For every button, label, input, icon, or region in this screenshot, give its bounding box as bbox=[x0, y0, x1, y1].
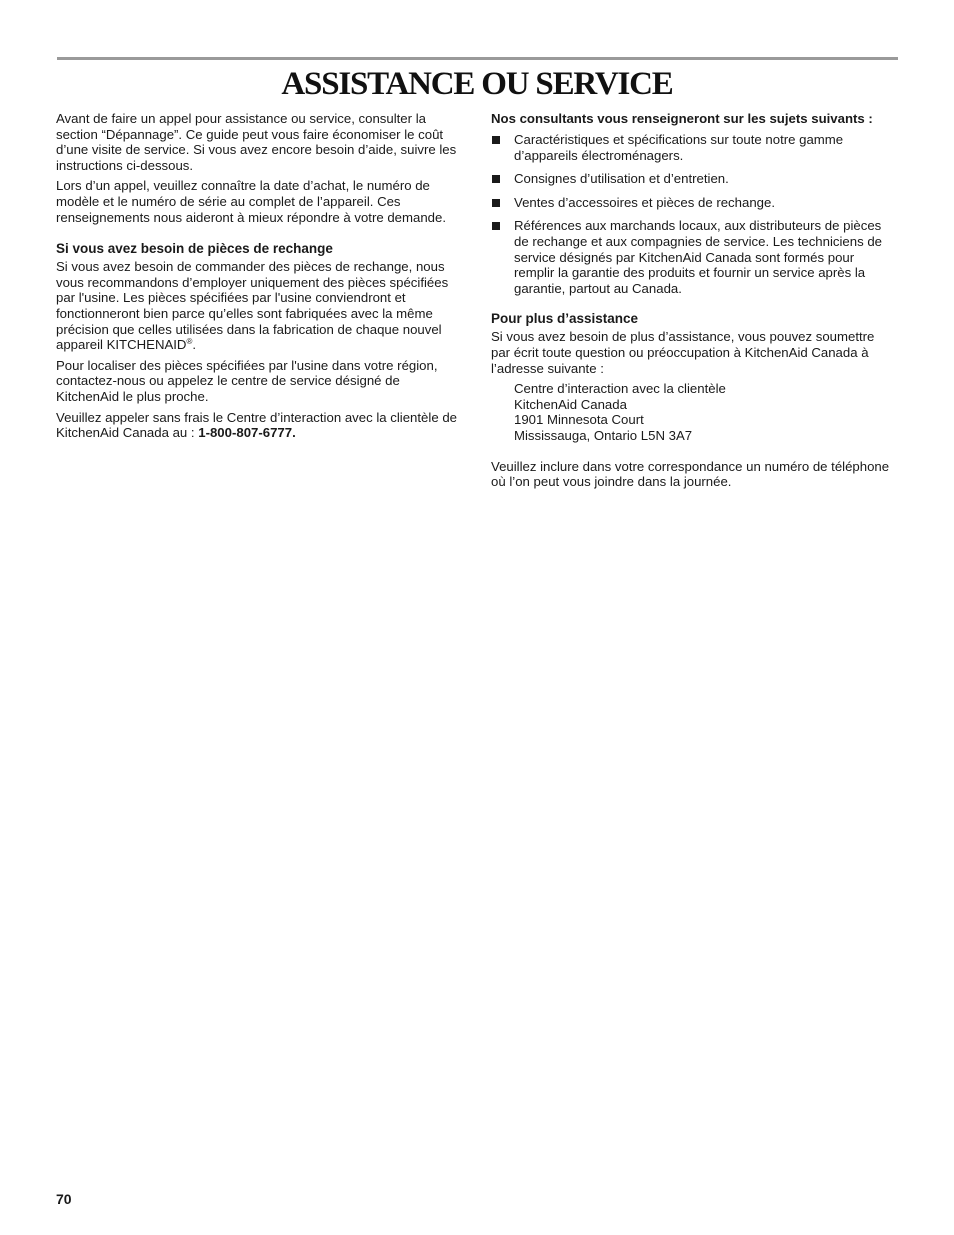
call-text: Veuillez appeler sans frais le Centre d’interaction avec la clientèle de KitchenAid Canada au : bbox=[56, 409, 457, 441]
registered-mark: ® bbox=[186, 337, 193, 347]
list-item bbox=[491, 171, 897, 187]
square-bullet-icon bbox=[492, 136, 500, 144]
square-bullet-icon bbox=[492, 175, 500, 183]
list-item bbox=[491, 132, 897, 163]
page-number: 70 bbox=[56, 1191, 72, 1207]
parts-paragraph-3 bbox=[56, 410, 464, 441]
list-item-text: Références aux marchands locaux, aux distributeurs de pièces de rechange et aux compagnies de service. Les techniciens de service désignés par KitchenAid Canada sont formés pour remplir la garantie des produits et fournir un service après la garantie, partout au Canada. bbox=[514, 218, 883, 296]
square-bullet-icon bbox=[492, 222, 500, 230]
address-line: KitchenAid Canada bbox=[514, 396, 627, 412]
list-item-text: Consignes d’utilisation et d’entretien. bbox=[514, 171, 729, 187]
address-line: Mississauga, Ontario L5N 3A7 bbox=[514, 427, 693, 443]
top-rule bbox=[57, 57, 898, 60]
address-line: Centre d’interaction avec la clientèle bbox=[514, 381, 726, 397]
more-assistance-paragraph: Si vous avez besoin de plus d’assistance, vous pouvez soumettre par écrit toute question ou préoccupation à KitchenAid Canada à l’adresse suivante : bbox=[491, 329, 875, 376]
parts-paragraph-1-text: Si vous avez besoin de commander des pièces de rechange, nous vous recommandons d’employer uniquement des pièces spécifiées par l'usine. Les pièces spécifiées par l'usine conviendront et fonctionneront bien parce qu’elles sont fabriquées avec la même précision que celles utilisées dans la fabrication de chaque nouvel appareil KITCHENAID bbox=[56, 259, 449, 353]
parts-paragraph-1 bbox=[56, 259, 464, 353]
list-item-text: Ventes d’accessoires et pièces de rechange. bbox=[514, 194, 775, 210]
parts-paragraph-2: Pour localiser des pièces spécifiées par l'usine dans votre région, contactez-nous ou appelez le centre de service désigné de KitchenAid le plus proche. bbox=[56, 357, 438, 404]
left-column bbox=[56, 111, 464, 446]
parts-heading: Si vous avez besoin de pièces de rechange bbox=[56, 241, 333, 257]
intro-paragraph-1: Avant de faire un appel pour assistance ou service, consulter la section “Dépannage”. Ce guide peut vous faire économiser le coût d’une visite de service. Si vous avez encore besoin d’aide, suivre les instructions ci-dessous. bbox=[56, 111, 457, 173]
topics-list bbox=[491, 132, 897, 296]
intro-paragraph-2: Lors d’un appel, veuillez connaître la date d’achat, le numéro de modèle et le numéro de série au complet de l’appareil. Ces renseignements nous aideront à mieux répondre à votre demande. bbox=[56, 178, 447, 225]
address-line: 1901 Minnesota Court bbox=[514, 412, 644, 428]
page-title: ASSISTANCE OU SERVICE bbox=[281, 66, 673, 102]
list-item bbox=[491, 218, 897, 296]
list-item-text: Caractéristiques et spécifications sur toute notre gamme d’appareils électroménagers. bbox=[514, 132, 844, 163]
consultants-heading: Nos consultants vous renseigneront sur les sujets suivants : bbox=[491, 111, 873, 126]
right-column bbox=[491, 111, 897, 495]
mailing-address bbox=[514, 381, 897, 443]
list-item bbox=[491, 195, 897, 211]
more-assistance-heading: Pour plus d’assistance bbox=[491, 311, 639, 327]
closing-paragraph: Veuillez inclure dans votre correspondance un numéro de téléphone où l’on peut vous joindre dans la journée. bbox=[491, 458, 890, 490]
square-bullet-icon bbox=[492, 199, 500, 207]
parts-paragraph-1-end: . bbox=[192, 337, 197, 353]
phone-number: 1-800-807-6777. bbox=[198, 425, 296, 441]
